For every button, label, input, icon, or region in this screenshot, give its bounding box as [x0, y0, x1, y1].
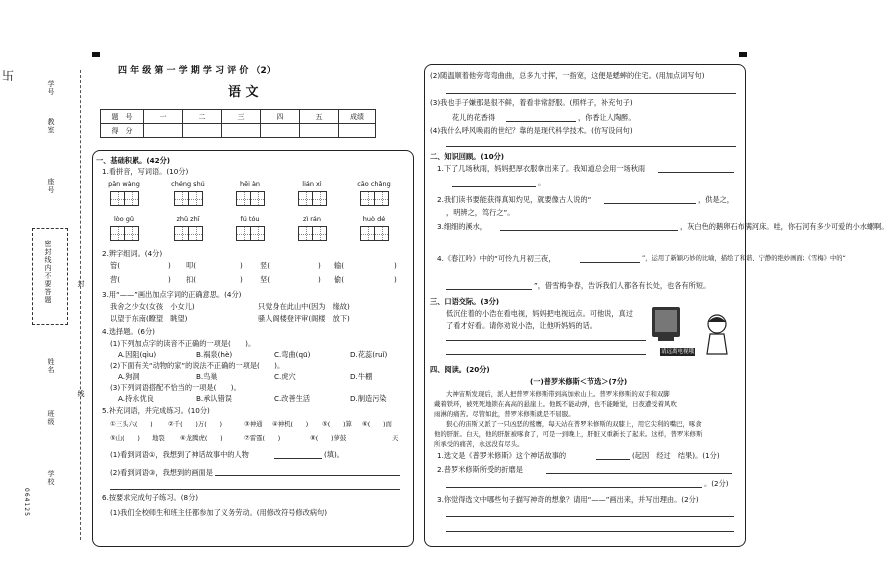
score-table	[100, 109, 376, 138]
score-cell-2[interactable]	[183, 124, 222, 138]
s2-q4-line-b[interactable]	[446, 289, 532, 290]
char-cell[interactable]	[298, 226, 313, 241]
binding-class: 班级	[47, 410, 55, 426]
s2-q2-end: ，明辨之，笃行之”。	[446, 208, 515, 217]
q4-1-opt-c[interactable]: C.弯曲(qū)	[274, 350, 311, 359]
char-cell[interactable]	[174, 191, 189, 206]
r-q2-line[interactable]	[446, 93, 736, 94]
pinyin-2: chéng shú	[171, 180, 205, 188]
q2-r1-a-end: )	[168, 261, 171, 270]
q5-r1-6: ⑥( )而	[362, 420, 392, 428]
passage-line-6: 所承受的痛苦，永远没有尽头。	[434, 440, 524, 448]
q5-sub1-end: (填)。	[324, 450, 344, 459]
s3-text-b: 了看才好看。请你劝说小浩，让他听妈妈的话。	[446, 321, 597, 330]
char-cell[interactable]	[360, 226, 375, 241]
char-cell[interactable]	[174, 226, 189, 241]
q2-r1-c-end: )	[318, 261, 321, 270]
q4-3: (3)下列词语搭配不恰当的一项是( )。	[110, 383, 241, 392]
rq2: 2.普罗米修斯所受的折磨是	[437, 465, 523, 474]
score-header-4: 四	[261, 110, 300, 124]
char-cell[interactable]	[312, 191, 327, 206]
tv-icon	[650, 305, 684, 343]
char-cell[interactable]	[110, 191, 125, 206]
corner-mark-right	[739, 52, 747, 57]
s3-text-a: 低沉住着的小浩在看电视，妈妈把电视远点。可他说，真过	[446, 309, 633, 318]
q4-1: (1)下列加点字的读音不正确的一项是( )。	[110, 339, 256, 348]
s2-q4: 4.《春江吟》中的“可怜九月初三夜，	[437, 254, 556, 263]
q4-2: (2)下面有关“动物的家”的说法不正确的一项是( )。	[110, 361, 285, 370]
q5-sub1-answer[interactable]	[274, 458, 322, 459]
exam-title: 四 年 级 第 一 学 期 学 习 评 价 （2）	[118, 66, 276, 76]
q3-c: 以望于东南(瞭望 眺望)	[110, 314, 188, 323]
binding-school: 学校	[47, 470, 55, 486]
r-q3: (3)我也手子嫌那是很不鲜，着看非常舒服。(照样子，补充句子)	[430, 98, 633, 107]
subject-title: 语 文	[228, 85, 259, 100]
q2-r2-d-end: )	[394, 275, 397, 284]
tv-caption: 请远离电视哦	[661, 349, 695, 355]
char-cell[interactable]	[374, 191, 389, 206]
q4-3-opt-a[interactable]: A.持永优良	[118, 394, 154, 403]
child-icon	[702, 312, 732, 356]
pinyin-6: lòo gǔ	[113, 215, 135, 223]
score-table-header-row	[101, 110, 376, 124]
score-cell-3[interactable]	[222, 124, 261, 138]
q2-r1-c: 竖(	[260, 261, 270, 270]
binding-line-char: 线	[77, 390, 85, 398]
s2-q3-end: ，灰白色的鹅卵石布满河床。哇，你石河有多少可爱的小水螺啊。	[680, 222, 888, 231]
q4-2-opt-c[interactable]: C.虎穴	[274, 372, 296, 381]
q5-r1-2: ②千( )万( )	[168, 420, 223, 428]
passage-title: (一)普罗米修斯＜节选＞(7分)	[530, 377, 628, 386]
s2-q2-line-a[interactable]	[604, 203, 696, 204]
binding-school-num: 学号	[47, 80, 55, 96]
score-header-5: 五	[300, 110, 339, 124]
rq3: 3.你觉得选文中哪些句子描写神奇的想象？请用“——”画出来，并写出理由。(2分)	[437, 495, 699, 504]
char-grid-7[interactable]	[174, 226, 202, 241]
q2-r2-b: 扣(	[186, 275, 196, 284]
char-cell[interactable]	[188, 226, 203, 241]
pinyin-1: pān wàng	[108, 180, 140, 188]
q4-1-opt-d[interactable]: D.花蕊(ruǐ)	[350, 350, 388, 359]
q4-3-opt-c[interactable]: C.改善生活	[274, 394, 311, 403]
char-cell[interactable]	[312, 226, 327, 241]
q3-b: 只觉身在此山中(因为 缘故)	[258, 302, 350, 311]
binding-dashed-line	[80, 70, 81, 540]
q2-r1-b: 叩(	[186, 261, 196, 270]
q2-r2-d: 偷(	[334, 275, 344, 284]
s2-q2-mid: ，供是之，	[698, 195, 734, 204]
s2-q3: 3.细细的溪水，	[437, 222, 487, 231]
q5-r2-6: 天	[392, 434, 399, 442]
q6-title: 6.按要求完成句子练习。(8分)	[102, 493, 199, 502]
q5-r1-5: ⑤( )算	[322, 420, 352, 428]
left-panel	[92, 150, 414, 547]
rq2-line-b[interactable]	[446, 487, 702, 488]
char-grid-6[interactable]	[110, 226, 138, 241]
char-cell[interactable]	[360, 191, 375, 206]
q4-2-opt-a[interactable]: A.狗洞	[118, 372, 140, 381]
q2-r2-a: 营(	[110, 275, 120, 284]
r-q3-example-a: 花儿的花香得	[452, 113, 496, 122]
r-q4: (4)我什么呼风唤雨的世纪？靠的是现代科学技术。(仿写设问句)	[430, 126, 633, 135]
q5-r2-2: 地裂	[152, 434, 165, 442]
char-cell[interactable]	[124, 191, 139, 206]
char-grid-9[interactable]	[298, 226, 326, 241]
q2-r1-d-end: )	[394, 261, 397, 270]
pinyin-8: fú tóu	[240, 215, 260, 223]
no-answer-zone-label: 密封线内不要答题	[44, 240, 52, 304]
q5-sub2: (2)看到词语③，我想到的画面是	[110, 468, 213, 477]
char-cell[interactable]	[250, 191, 265, 206]
binding-classroom: 教室	[47, 118, 55, 134]
rq3-line-b[interactable]	[446, 531, 734, 532]
q2-title: 2.辨字组词。(4分)	[102, 249, 163, 258]
q2-r1-b-end: )	[240, 261, 243, 270]
tv-illustration	[650, 305, 684, 343]
s2-q1: 1.下了几场秋雨，妈妈把厚衣服拿出来了。我知道总会用一场秋雨	[437, 164, 646, 173]
binding-seal: 封	[77, 280, 85, 288]
binding-seat: 座号	[47, 178, 55, 194]
q5-r2-5: ⑧( )萝鼓	[310, 434, 347, 442]
score-header-total: 成绩	[339, 110, 376, 124]
q1-title: 1.看拼音，写词语。(10分)	[102, 167, 189, 176]
q5-r1-1: ①三头六( )	[110, 420, 153, 428]
rq1: 1.选文是《普罗米修斯》这个神话故事的	[437, 451, 567, 460]
corner-mark-left	[92, 52, 100, 57]
r-q3-example-line	[506, 121, 576, 122]
rq3-line-a[interactable]	[446, 516, 734, 517]
score-cell-1[interactable]	[144, 124, 183, 138]
char-grid-4[interactable]	[298, 191, 326, 206]
score-header-2: 二	[183, 110, 222, 124]
passage-line-5: 他的肝脏。白天，他的肝脏被啄食了，可是一到晚上，肝脏又重新长了起来。这样，普罗米修斯	[434, 430, 703, 438]
score-header-label: 题 号	[101, 110, 144, 124]
pinyin-9: zì rán	[302, 215, 322, 223]
q5-sub1: (1)看到词语①，我想到了神话故事中的人物	[110, 450, 249, 459]
s2-q4-line-a[interactable]	[580, 262, 640, 263]
char-cell[interactable]	[236, 226, 251, 241]
r-q4-line[interactable]	[446, 146, 736, 147]
score-cell-5[interactable]	[300, 124, 339, 138]
char-grid-1[interactable]	[110, 191, 138, 206]
char-grid-8[interactable]	[236, 226, 264, 241]
q4-title: 4.选择题。(6分)	[102, 327, 155, 336]
q5-r1-4: ④神机( )	[272, 420, 309, 428]
score-table-score-row	[101, 124, 376, 138]
q5-line-3[interactable]	[110, 489, 400, 490]
q6-1: (1)我们全校师生和班主任都参加了义务劳动。(用修改符号修改病句)	[110, 508, 328, 517]
rq1-options: (起因 经过 结果)。(1分)	[632, 451, 720, 460]
s2-q2: 2.我们读书要能获得真知灼见，就要像古人说的“	[437, 195, 592, 204]
char-cell[interactable]	[188, 191, 203, 206]
q4-3-opt-b[interactable]: B.承认错误	[196, 394, 232, 403]
q3-a: 我舍之少女(女孩 小女儿)	[110, 302, 195, 311]
q3-title: 3.用“——”画出加点字词的正确意思。(4分)	[102, 290, 242, 299]
pinyin-7: zhǔ zhī	[176, 215, 200, 223]
pinyin-5: cāo chǎng	[357, 180, 391, 188]
section-1-title: 一、基础积累。(42分)	[96, 156, 171, 165]
score-header-1: 一	[144, 110, 183, 124]
q2-r1-d: 输(	[334, 261, 344, 270]
q5-r2-3: ⑥龙腾虎( )	[180, 434, 223, 442]
char-cell[interactable]	[236, 191, 251, 206]
binding-code: 064125	[23, 488, 30, 517]
s3-line-2[interactable]	[446, 354, 646, 355]
q2-r2-c: 坚(	[260, 275, 270, 284]
char-cell[interactable]	[110, 226, 125, 241]
q4-3-opt-d[interactable]: D.制造污染	[350, 394, 387, 403]
score-header-3: 三	[222, 110, 261, 124]
score-cell-4[interactable]	[261, 124, 300, 138]
pinyin-10: huò dé	[362, 215, 386, 223]
q4-1-opt-a[interactable]: A.因阻(qìu)	[118, 350, 157, 359]
q4-2-opt-d[interactable]: D.牛棚	[350, 372, 373, 381]
q5-r2-4: ⑦雷霆( )	[244, 434, 281, 442]
q4-1-opt-b[interactable]: B.祸泉(hè)	[196, 350, 233, 359]
pinyin-3: hēi àn	[239, 180, 261, 188]
r-q3-example-b: ，你香让人陶醉。	[578, 113, 636, 122]
char-grid-2[interactable]	[174, 191, 202, 206]
binding-left-char: 卐	[2, 69, 15, 83]
q2-r1-a: 管(	[110, 261, 120, 270]
rq2-score: 。(2分)	[704, 479, 729, 488]
section-4-title: 四、阅读。(20分)	[430, 365, 490, 374]
pinyin-4: lián xì	[302, 180, 322, 188]
rq2-line-a[interactable]	[546, 473, 732, 474]
q5-title: 5.补充词语，并完成练习。(10分)	[102, 406, 210, 415]
section-2-title: 二、知识回顾。(10分)	[430, 152, 505, 161]
q4-2-opt-b[interactable]: B.鸟巢	[196, 372, 218, 381]
s2-q1-end: 。	[538, 178, 546, 187]
s3-line-1[interactable]	[446, 340, 646, 341]
char-grid-5[interactable]	[360, 191, 388, 206]
q5-r1-3: ③神通	[244, 420, 263, 428]
s2-q3-line[interactable]	[500, 230, 678, 231]
char-cell[interactable]	[374, 226, 389, 241]
rq1-answer[interactable]	[596, 459, 630, 460]
passage-line-4: 狠心的宙斯又派了一只凶恶的鹫鹰，每天站在普罗米修斯的双膝上，用它尖利的嘴巴，啄食	[446, 420, 702, 428]
section-3-title: 三、口语交际。(3分)	[430, 297, 500, 306]
child-illustration	[702, 312, 732, 356]
q2-r2-b-end: )	[240, 275, 243, 284]
q2-r2-c-end: )	[318, 275, 321, 284]
s2-q1-line-a[interactable]	[658, 172, 734, 173]
score-row-label: 得 分	[101, 124, 144, 138]
q5-r2-1: ⑤山( )	[110, 434, 140, 442]
binding-name: 姓名	[47, 358, 55, 374]
char-cell[interactable]	[250, 226, 265, 241]
s2-q4-mid: ”，运用了新颖巧妙的比喻，描绘了和谐、宁静的绝妙画面;《雪梅》中的“	[642, 255, 846, 262]
char-grid-10[interactable]	[360, 226, 388, 241]
passage-line-3: 雨淋的痛苦。尽管如此，普罗米修斯就是不屈服。	[434, 410, 575, 418]
char-cell[interactable]	[124, 226, 139, 241]
s2-q1-line-b[interactable]	[452, 186, 536, 187]
score-cell-total[interactable]	[339, 124, 376, 138]
passage-line-1: 大神宙斯发现后，派人把普罗米修斯带到高加索山上。普罗米修斯的双手和双脚	[446, 390, 670, 398]
q2-r2-a-end: )	[168, 275, 171, 284]
s2-q4-end: ”，借雪梅争春，告诉我们人都各有长处，也各有所短。	[534, 281, 711, 290]
r-q2: (2)随温顺着他旁弯弯曲曲，总多九寸挥，一指宽，这便是蟋蟀的住宅。(用加点词写句)	[430, 71, 705, 80]
char-cell[interactable]	[298, 191, 313, 206]
q3-d: 骚人阁楼登评审(阁楼 放下)	[258, 314, 350, 323]
char-grid-3[interactable]	[236, 191, 264, 206]
passage-line-2: 戴着铁环，被死死地锁在高高的悬崖上。他既不能动弹，也不能睡觉，日夜遭受着风吹	[434, 400, 677, 408]
